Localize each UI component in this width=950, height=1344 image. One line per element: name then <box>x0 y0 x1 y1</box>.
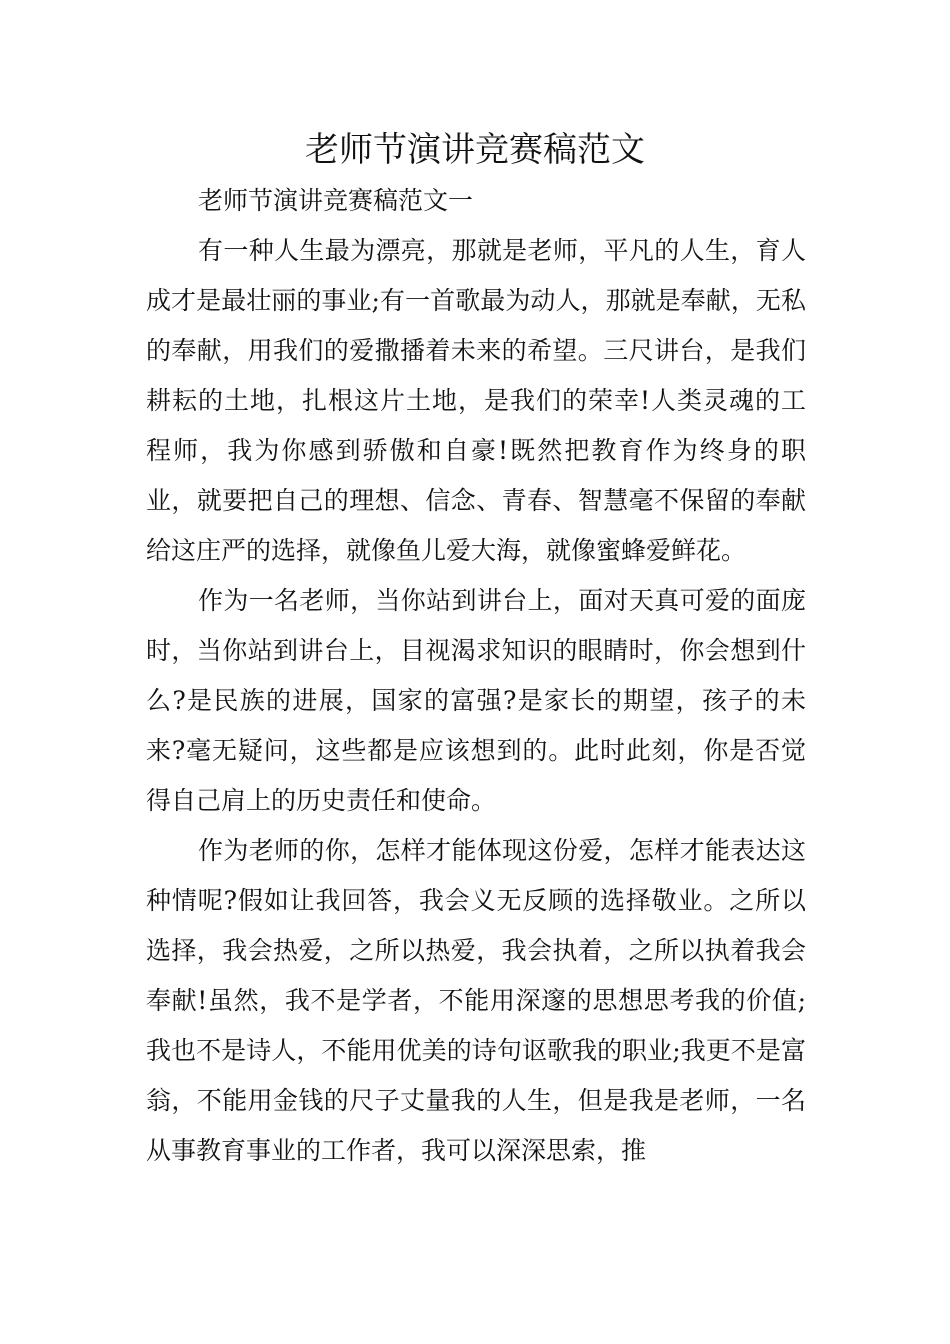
paragraph: 作为一名老师，当你站到讲台上，面对天真可爱的面庞时，当你站到讲台上，目视渴求知识的眼睛时，你会想到什么?是民族的进展，国家的富强?是家长的期望，孩子的未来?毫无疑问，这些都是应该想到的。此时此刻，你是否觉得自己肩上的历史责任和使命。 <box>146 586 806 815</box>
paragraph: 作为老师的你，怎样才能体现这份爱，怎样才能表达这种情呢?假如让我回答，我会义无反顾的选择敬业。之所以选择，我会热爱，之所以热爱，我会执着，之所以执着我会奉献!虽然，我不是学者，不能用深邃的思想思考我的价值;我也不是诗人，不能用优美的诗句讴歌我的职业;我更不是富翁，不能用金钱的尺子丈量我的人生，但是我是老师，一名从事教育事业的工作者，我可以深深思索，推 <box>146 836 806 1165</box>
page-title: 老师节演讲竞赛稿范文 <box>305 130 645 170</box>
paragraph: 有一种人生最为漂亮，那就是老师，平凡的人生，育人成才是最壮丽的事业;有一首歌最为动人，那就是奉献，无私的奉献，用我们的爱撒播着未来的希望。三尺讲台，是我们耕耘的土地，扎根这片土地，是我们的荣幸!人类灵魂的工程师，我为你感到骄傲和自豪!既然把教育作为终身的职业，就要把自己的理想、信念、青春、智慧毫不保留的奉献给这庄严的选择，就像鱼儿爱大海，就像蜜蜂爱鲜花。 <box>146 236 806 565</box>
document-body <box>146 176 806 1176</box>
section-heading: 老师节演讲竞赛稿范文一 <box>198 186 474 215</box>
